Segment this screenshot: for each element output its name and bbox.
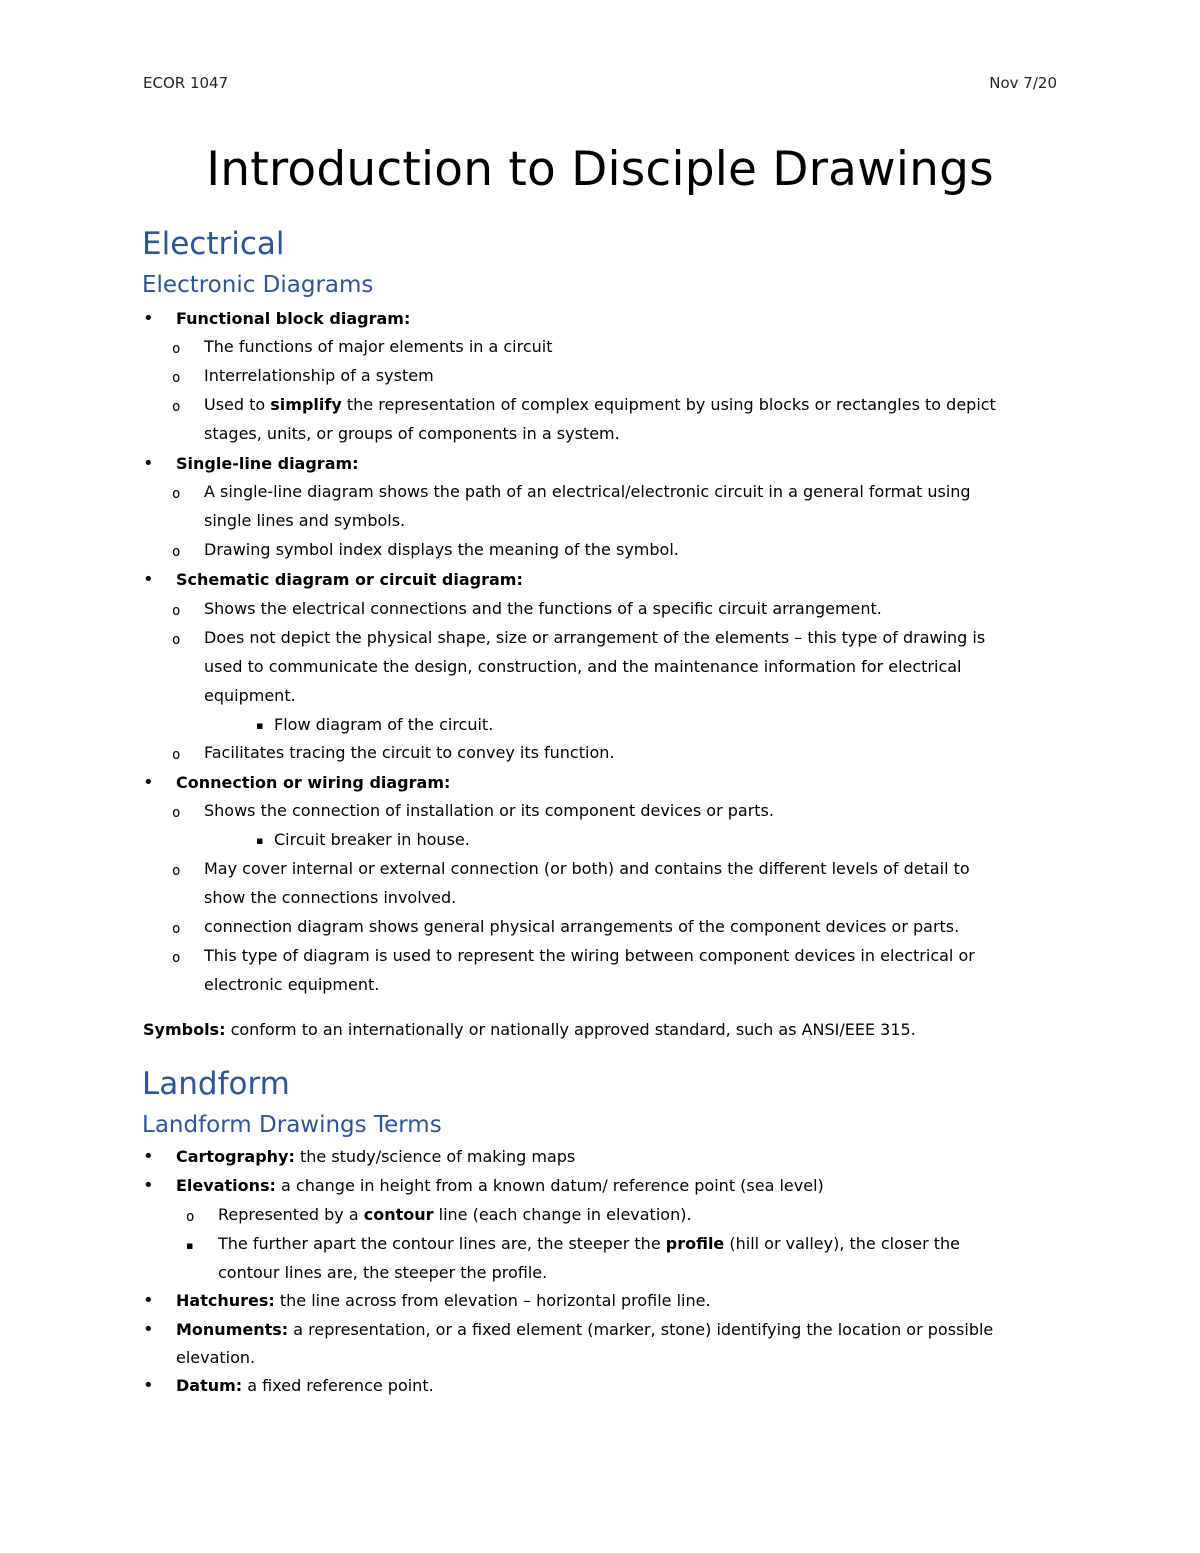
circle-bullet-icon: o (172, 747, 181, 763)
bullet-icon: • (143, 1175, 154, 1196)
list-item: This type of diagram is used to represent the wiring between component devices in electrical or (204, 946, 975, 965)
bullet-icon: • (143, 772, 154, 793)
subheading-electronic-diagrams: Electronic Diagrams (142, 272, 374, 298)
list-item: A single-line diagram shows the path of an electrical/electronic circuit in a general format using (204, 482, 971, 501)
header-date: Nov 7/20 (989, 74, 1057, 92)
circle-bullet-icon: o (172, 544, 181, 560)
list-item: Drawing symbol index displays the meaning of the symbol. (204, 540, 679, 559)
sub-list-item: Flow diagram of the circuit. (274, 715, 494, 734)
list-item: May cover internal or external connection (or both) and contains the different levels of detail to (204, 859, 970, 878)
bullet-icon: • (143, 1290, 154, 1311)
circle-bullet-icon: o (172, 632, 181, 648)
circle-bullet-icon: o (172, 805, 181, 821)
list-item-continuation: used to communicate the design, construction, and the maintenance information for electrical (204, 657, 962, 676)
list-item-continuation: contour lines are, the steeper the profile. (218, 1263, 548, 1282)
circle-bullet-icon: o (172, 486, 181, 502)
course-code: ECOR 1047 (143, 74, 229, 92)
term-connection-diagram: Connection or wiring diagram: (176, 773, 451, 792)
circle-bullet-icon: o (186, 1209, 195, 1225)
bullet-icon: • (143, 453, 154, 474)
list-item-continuation: single lines and symbols. (204, 511, 406, 530)
subheading-landform-drawings-terms: Landform Drawings Terms (142, 1112, 442, 1138)
list-item-continuation: show the connections involved. (204, 888, 457, 907)
list-item: Facilitates tracing the circuit to convey its function. (204, 743, 615, 762)
list-item: Does not depict the physical shape, size or arrangement of the elements – this type of drawing is (204, 628, 986, 647)
heading-electrical: Electrical (142, 226, 285, 262)
list-item-continuation: equipment. (204, 686, 296, 705)
page-title: Introduction to Disciple Drawings (206, 142, 994, 197)
list-item: Shows the connection of installation or its component devices or parts. (204, 801, 774, 820)
term-hatchures: Hatchures: the line across from elevation – horizontal profile line. (176, 1291, 711, 1310)
bullet-icon: • (143, 569, 154, 590)
square-bullet-icon: ▪ (186, 1239, 194, 1252)
list-item: connection diagram shows general physical arrangements of the component devices or parts. (204, 917, 960, 936)
heading-landform: Landform (142, 1066, 290, 1102)
list-item-continuation: elevation. (176, 1348, 256, 1367)
term-datum: Datum: a fixed reference point. (176, 1376, 434, 1395)
list-item: Shows the electrical connections and the functions of a specific circuit arrangement. (204, 599, 882, 618)
bullet-icon: • (143, 1319, 154, 1340)
list-item: Used to simplify the representation of complex equipment by using blocks or rectangles to depict (204, 395, 996, 414)
list-item-continuation: electronic equipment. (204, 975, 380, 994)
square-bullet-icon: ▪ (256, 719, 264, 732)
symbols-paragraph: Symbols: conform to an internationally or nationally approved standard, such as ANSI/EEE 315. (143, 1020, 916, 1039)
list-item: The functions of major elements in a circuit (204, 337, 553, 356)
list-item: The further apart the contour lines are, the steeper the profile (hill or valley), the closer the (218, 1234, 960, 1253)
circle-bullet-icon: o (172, 603, 181, 619)
term-schematic-diagram: Schematic diagram or circuit diagram: (176, 570, 523, 589)
circle-bullet-icon: o (172, 863, 181, 879)
term-elevations: Elevations: a change in height from a known datum/ reference point (sea level) (176, 1176, 824, 1195)
list-item-continuation: stages, units, or groups of components in a system. (204, 424, 620, 443)
circle-bullet-icon: o (172, 399, 181, 415)
term-functional-block-diagram: Functional block diagram: (176, 309, 411, 328)
term-monuments: Monuments: a representation, or a fixed element (marker, stone) identifying the location or possible (176, 1320, 994, 1339)
bullet-icon: • (143, 308, 154, 329)
circle-bullet-icon: o (172, 370, 181, 386)
term-single-line-diagram: Single-line diagram: (176, 454, 359, 473)
term-cartography: Cartography: the study/science of making maps (176, 1147, 576, 1166)
bullet-icon: • (143, 1375, 154, 1396)
circle-bullet-icon: o (172, 921, 181, 937)
sub-list-item: Circuit breaker in house. (274, 830, 470, 849)
list-item: Interrelationship of a system (204, 366, 434, 385)
circle-bullet-icon: o (172, 950, 181, 966)
circle-bullet-icon: o (172, 341, 181, 357)
bullet-icon: • (143, 1146, 154, 1167)
list-item: Represented by a contour line (each change in elevation). (218, 1205, 692, 1224)
square-bullet-icon: ▪ (256, 834, 264, 847)
